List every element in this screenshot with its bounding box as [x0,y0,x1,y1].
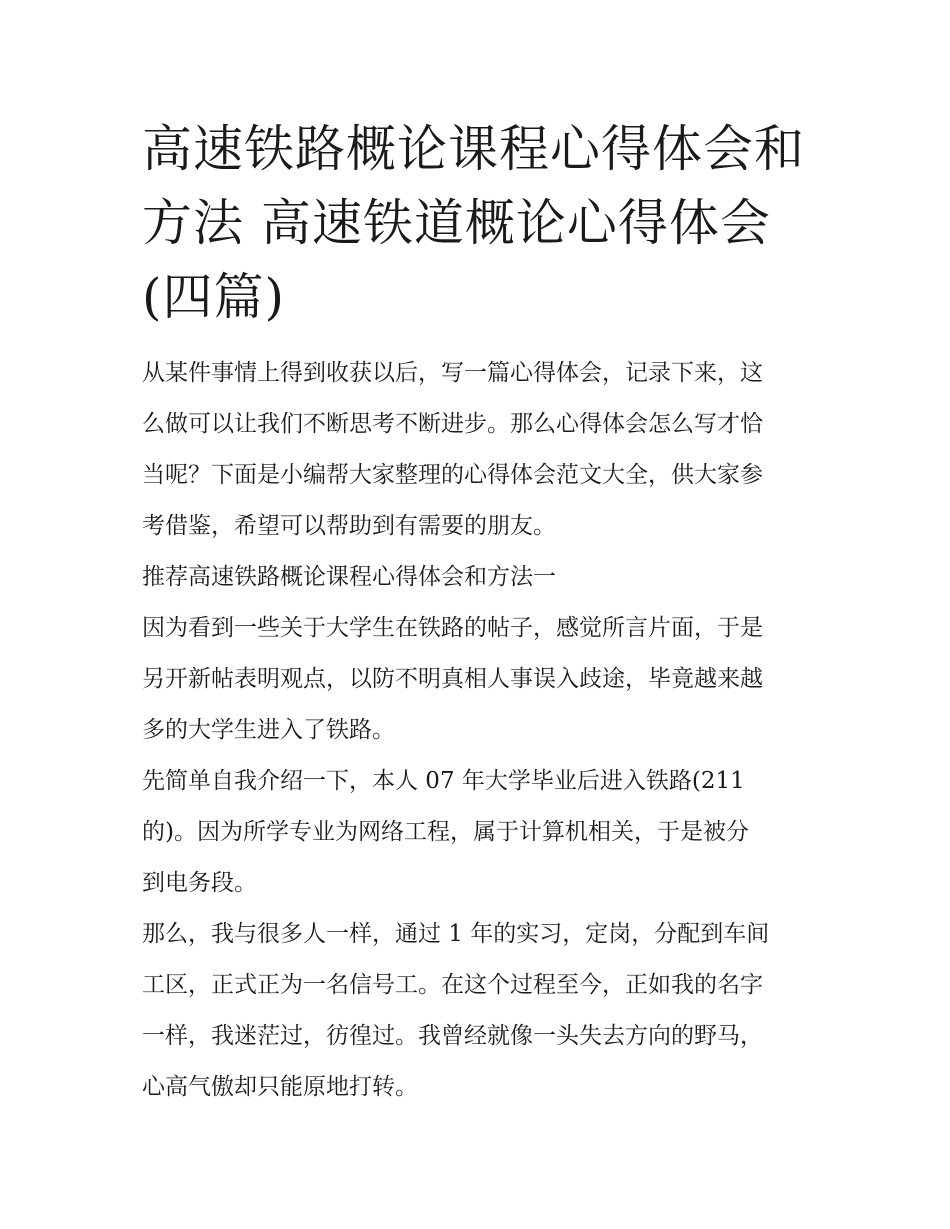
section-heading [142,552,814,603]
text-line: 因为看到一些关于大学生在铁路的帖子，感觉所言片面，于是 [142,615,763,641]
body-paragraph [142,909,814,1113]
document-content [142,112,814,1113]
body-paragraph [142,756,814,909]
text-line: 到电务段。 [142,870,257,896]
text-line: 推荐高速铁路概论课程心得体会和方法一 [142,564,556,590]
title-line: (四篇) [142,268,286,326]
text-line: 先简单自我介绍一下，本人 07 年大学毕业后进入铁路(211 [142,768,745,794]
text-line: 多的大学生进入了铁路。 [142,717,395,743]
text-line: 的)。因为所学专业为网络工程，属于计算机相关，于是被分 [142,819,749,845]
text-line: 当呢？下面是小编帮大家整理的心得体会范文大全，供大家参 [142,462,763,488]
text-line: 一样，我迷茫过，彷徨过。我曾经就像一头失去方向的野马， [142,1023,763,1049]
body-paragraph [142,603,814,756]
text-line: 那么，我与很多人一样，通过 1 年的实习，定岗，分配到车间 [142,921,770,947]
text-line: 么做可以让我们不断思考不断进步。那么心得体会怎么写才恰 [142,411,763,437]
text-line: 考借鉴，希望可以帮助到有需要的朋友。 [142,513,556,539]
title-line: 方法 高速铁道概论心得体会 [142,194,771,252]
document-body [142,348,814,1113]
title-line: 高速铁路概论课程心得体会和 [142,120,805,178]
intro-paragraph [142,348,814,552]
text-line: 心高气傲却只能原地打转。 [142,1074,418,1100]
text-line: 工区，正式正为一名信号工。在这个过程至今，正如我的名字 [142,972,763,998]
text-line: 另开新帖表明观点，以防不明真相人事误入歧途，毕竟越来越 [142,666,763,692]
document-title [142,112,814,334]
text-line: 从某件事情上得到收获以后，写一篇心得体会，记录下来，这 [142,360,763,386]
